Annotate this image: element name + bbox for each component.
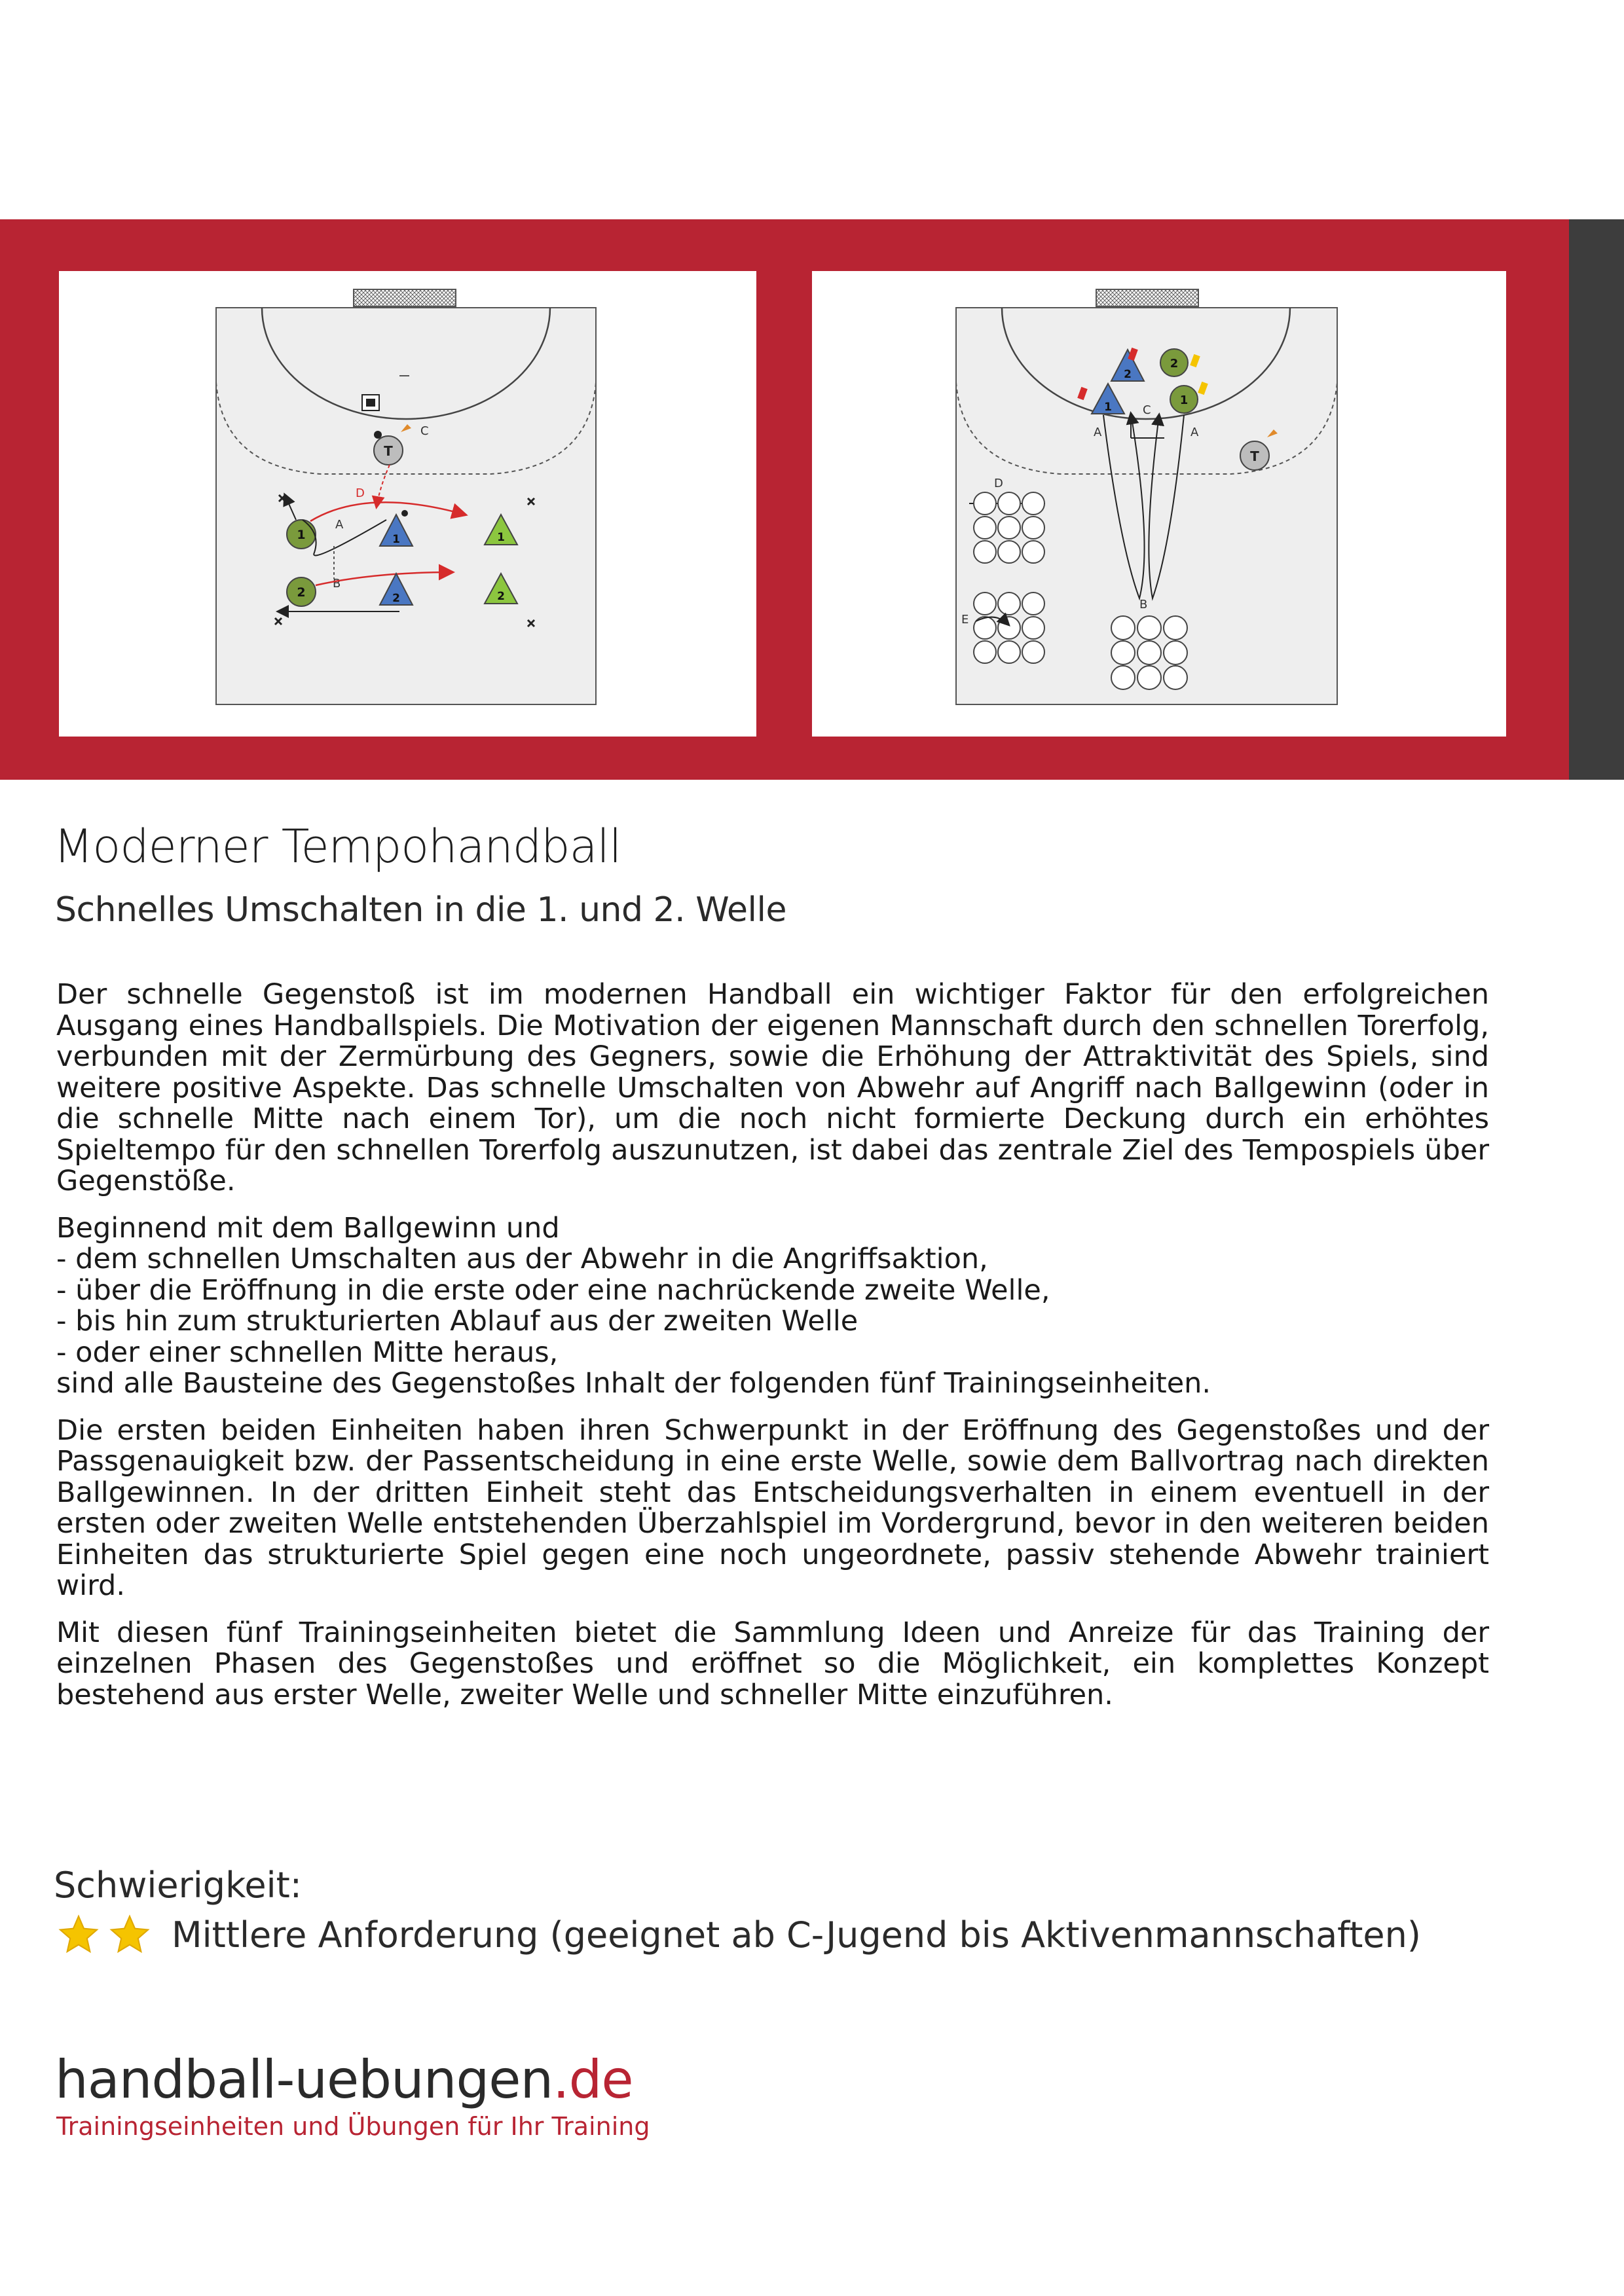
paragraph-2-list bbox=[56, 1213, 1489, 1400]
difficulty-rating bbox=[58, 1912, 1421, 1958]
label-a-right: A bbox=[1190, 426, 1199, 439]
svg-text:1: 1 bbox=[1179, 393, 1189, 407]
label-c: C bbox=[420, 424, 429, 438]
waiting-group-d bbox=[974, 492, 1044, 563]
label-b: B bbox=[333, 577, 341, 591]
paragraph-1: Der schnelle Gegenstoß ist im modernen Handball ein wichtiger Faktor für den erfolgreichen Ausgang eines Handballspiels. Die Motivation der eigenen Mannschaft durch den schnellen Torerfolg, verbunden mit der Zermürbung des Gegners, sowie die Erhöhung der Attraktivität des Spiels, sind weitere positive Aspekte. Das schnelle Umschalten von Abwehr auf Angriff nach Ballgewinn (oder in die schnelle Mitte nach einem Tor), um die noch nicht formierte Deckung durch ein erhöhtes Spieltempo für den schnellen Torerfolg auszunutzen, ist dabei das zentrale Ziel des Tempospiels über Gegenstöße. bbox=[56, 978, 1489, 1197]
court-outline bbox=[216, 308, 596, 704]
page-title: Moderner Tempohandball bbox=[54, 820, 621, 873]
svg-text:2: 2 bbox=[392, 592, 400, 605]
difficulty-text: Mittlere Anforderung (geeignet ab C-Jugend bis Aktivenmannschaften) bbox=[172, 1914, 1421, 1956]
brand-tld: .de bbox=[553, 2049, 633, 2110]
svg-text:2: 2 bbox=[1124, 368, 1132, 381]
page-subtitle: Schnelles Umschalten in die 1. und 2. Welle bbox=[55, 890, 786, 930]
goal bbox=[1096, 289, 1198, 306]
svg-text:2: 2 bbox=[497, 590, 505, 603]
svg-text:1: 1 bbox=[297, 528, 306, 542]
svg-text:1: 1 bbox=[497, 531, 505, 544]
label-c: C bbox=[1143, 403, 1151, 417]
label-e: E bbox=[961, 613, 969, 627]
list-line: - oder einer schnellen Mitte heraus, bbox=[56, 1336, 559, 1369]
list-line: - bis hin zum strukturierten Ablauf aus der zweiten Welle bbox=[56, 1305, 858, 1338]
goal bbox=[354, 289, 456, 306]
court-diagram-1 bbox=[59, 271, 756, 737]
list-line: Beginnend mit dem Ballgewinn und bbox=[56, 1211, 560, 1245]
coach-label: T bbox=[384, 443, 393, 459]
star-icon bbox=[109, 1914, 151, 1956]
svg-text:1: 1 bbox=[1104, 401, 1112, 414]
star-icon bbox=[58, 1914, 100, 1956]
intro-text bbox=[56, 979, 1489, 1726]
brand-main: handball-uebungen bbox=[55, 2049, 553, 2110]
svg-text:1: 1 bbox=[392, 533, 400, 546]
side-strip bbox=[1569, 219, 1624, 780]
waiting-group-e bbox=[974, 592, 1044, 663]
brand-logo bbox=[55, 2049, 633, 2110]
difficulty-label: Schwierigkeit: bbox=[54, 1865, 303, 1906]
svg-text:2: 2 bbox=[1170, 357, 1179, 371]
svg-text:T: T bbox=[1250, 448, 1259, 464]
list-line: - über die Eröffnung in die erste oder eine nachrückende zweite Welle, bbox=[56, 1273, 1050, 1307]
label-a-left: A bbox=[1094, 426, 1102, 439]
label-b: B bbox=[1139, 598, 1148, 611]
label-d: D bbox=[994, 477, 1003, 490]
exercise-diagram-1 bbox=[59, 271, 756, 737]
list-line: - dem schnellen Umschalten aus der Abwehr in die Angriffsaktion, bbox=[56, 1243, 988, 1275]
label-d: D bbox=[356, 486, 365, 500]
paragraph-4: Mit diesen fünf Trainingseinheiten bietet die Sammlung Ideen und Anreize für das Training der einzelnen Phasen des Gegenstoßes und eröffnet so die Möglichkeit, ein komplettes Konzept bestehend aus erster Welle, zweiter Welle und schneller Mitte einzuführen. bbox=[56, 1616, 1489, 1711]
list-line: sind alle Bausteine des Gegenstoßes Inhalt der folgenden fünf Trainingseinheiten. bbox=[56, 1367, 1211, 1400]
exercise-diagram-2 bbox=[812, 271, 1506, 737]
court-diagram-2 bbox=[812, 271, 1506, 737]
label-a: A bbox=[335, 518, 344, 532]
svg-text:2: 2 bbox=[297, 585, 306, 600]
paragraph-3: Die ersten beiden Einheiten haben ihren Schwerpunkt in der Eröffnung des Gegenstoßes und der Passgenauigkeit bzw. der Passentscheidung in eine erste Welle, sowie dem Ballvortrag nach direkten Ballgewinnen. In der dritten Einheit steht das Entscheidungsverhalten in einem eventuell in der ersten oder zweiten Welle entstehenden Überzahlspiel im Vordergrund, bevor in den weiteren beiden Einheiten das strukturierte Spiel gegen eine noch ungeordnete, passiv stehende Abwehr trainiert wird. bbox=[56, 1413, 1489, 1602]
brand-tagline: Trainingseinheiten und Übungen für Ihr Training bbox=[56, 2112, 650, 2141]
waiting-group-b bbox=[1111, 616, 1187, 689]
